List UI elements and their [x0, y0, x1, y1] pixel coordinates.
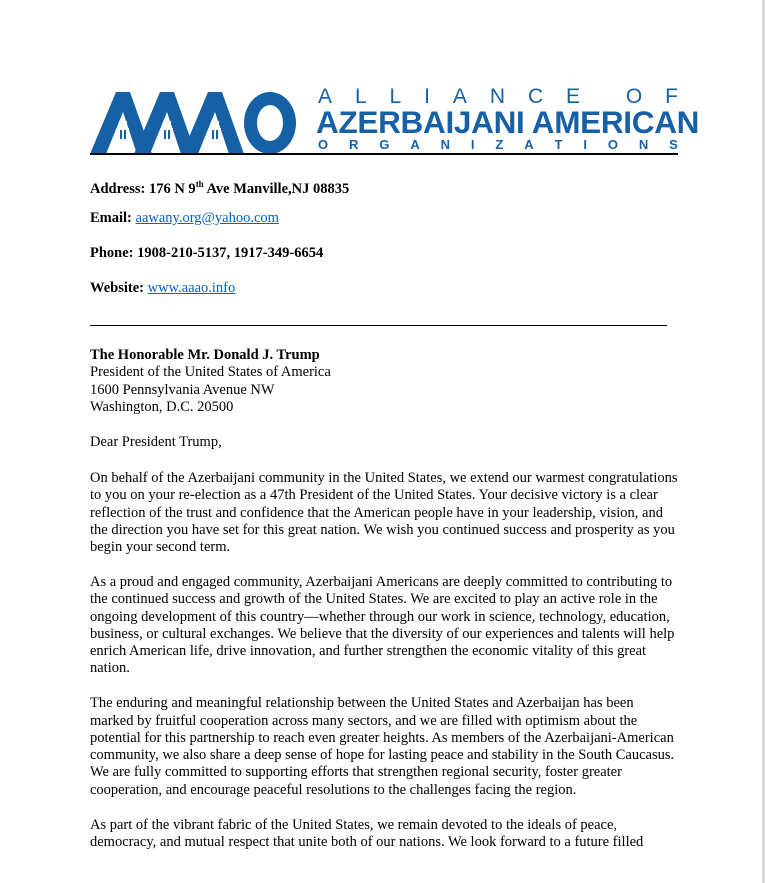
body-paragraph: The enduring and meaningful relationship between the United States and Azerbaijan has been marked by fruitful cooperation across many sectors, and we are filled with optimism about the potential for this partnership to reach even greater heights. As members of the Azerbaijani-American community, we also share a deep sense of hope for lasting peace and stability in the South Caucasus. We are fully committed to supporting efforts that strengthen regional security, foster greater cooperation, and encourage peaceful resolutions to the challenges facing the region.	[90, 695, 675, 798]
website-line: Website: www.aaao.info	[90, 280, 236, 296]
org-name-line-2: AZERBAIJANI AMERICAN	[316, 104, 700, 140]
salutation: Dear President Trump,	[90, 434, 222, 450]
recipient-block	[90, 347, 331, 416]
letterhead	[90, 82, 700, 156]
address-line: Address: 176 N 9th Ave Manville,NJ 08835	[90, 179, 350, 197]
letter-body	[90, 470, 678, 869]
phone-line: Phone: 1908-210-5137, 1917-349-6654	[90, 245, 324, 261]
recipient-street: 1600 Pennsylvania Avenue NW	[90, 381, 275, 398]
body-paragraph: As a proud and engaged community, Azerbaijani Americans are deeply committed to contributing to the continued success and growth of the United States. We are excited to play an active role in the ongoing development of this country—whether through our work in science, technology, education, business, or cultural exchanges. We believe that the diversity of our experiences and talents will help enrich American life, drive innovation, and further strengthen the economic vitality of this great nation.	[90, 573, 675, 677]
section-divider	[90, 325, 667, 326]
email-link[interactable]: aawany.org@yahoo.com	[135, 210, 279, 226]
recipient-name: The Honorable Mr. Donald J. Trump	[90, 347, 320, 363]
aaao-logo	[90, 88, 296, 156]
org-name-line-1: A L L I A N C E O F	[318, 85, 678, 108]
recipient-title: President of the United States of America	[90, 364, 331, 381]
recipient-city: Washington, D.C. 20500	[90, 398, 234, 415]
email-line: Email: aawany.org@yahoo.com	[90, 210, 279, 226]
website-link[interactable]: www.aaao.info	[147, 280, 236, 296]
body-paragraph: As part of the vibrant fabric of the United States, we remain devoted to the ideals of peace, democracy, and mutual respect that unite both of our nations. We look forward to a future filled	[90, 816, 644, 850]
org-name-line-3: O R G A N I Z A T I O N S	[318, 137, 678, 152]
body-paragraph: On behalf of the Azerbaijani community in the United States, we extend our warmest congratulations to you on your re-election as a 47th President of the United States. Your decisive victory is a clear reflection of the trust and confidence that the American people have in your leadership, vision, and the direction you have set for this great nation. We wish you continued success and prosperity as you begin your second term.	[90, 470, 678, 556]
letterhead-rule	[90, 153, 678, 155]
